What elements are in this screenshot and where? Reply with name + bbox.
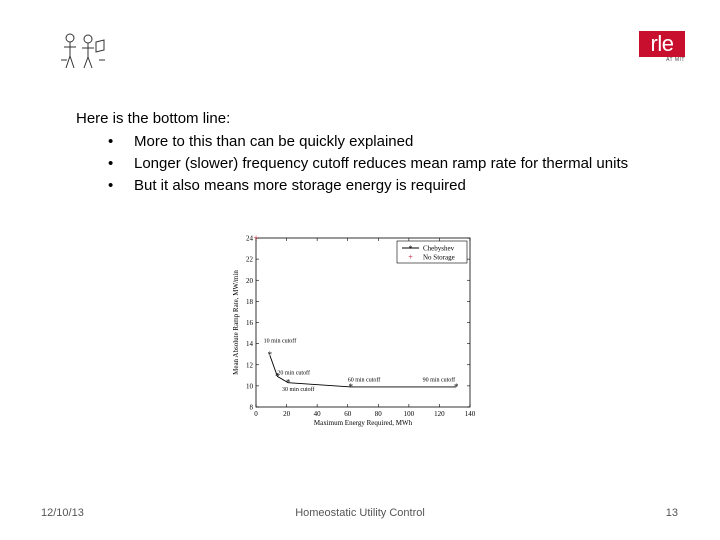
data-point-no-storage: + (253, 233, 259, 243)
cutoff-annotation: 20 min cutoff (277, 370, 310, 377)
footer-date: 12/10/13 (41, 507, 84, 519)
y-tick-label: 20 (246, 276, 253, 285)
legend-label-no-storage: No Storage (423, 253, 455, 262)
bullet-list (108, 131, 668, 197)
y-tick-label: 12 (246, 361, 253, 370)
data-point-chebyshev: * (275, 371, 280, 382)
chart-svg (226, 228, 486, 434)
data-point-chebyshev: * (267, 350, 273, 361)
data-point-chebyshev: * (348, 381, 354, 392)
lab-sketch-logo (58, 30, 108, 72)
y-tick-label: 22 (246, 255, 253, 264)
y-tick-label: 24 (246, 234, 253, 243)
bullet-dot: • (108, 133, 114, 150)
cutoff-annotation: 10 min cutoff (263, 338, 297, 345)
y-tick-label: 10 (246, 382, 253, 391)
x-tick-label: 40 (313, 410, 321, 418)
rle-logo-subtext: AT MIT (666, 57, 685, 63)
x-axis-label: Maximum Energy Required, MWh (313, 419, 413, 427)
y-tick-label: 16 (246, 319, 253, 327)
bullet-dot: • (108, 177, 114, 194)
x-tick-label: 20 (283, 410, 291, 418)
sketch-figures-icon (58, 30, 108, 72)
cutoff-annotation: 30 min cutoff (281, 387, 315, 394)
slide-headline: Here is the bottom line: (76, 110, 231, 127)
data-point-chebyshev: * (453, 381, 459, 392)
bullet-dot: • (108, 155, 114, 172)
x-tick-label: 0 (254, 410, 258, 418)
bullet-item (108, 153, 668, 175)
rle-logo (639, 31, 685, 63)
bullet-text: Longer (slower) frequency cutoff reduces mean ramp rate for thermal units (134, 155, 629, 172)
x-tick-label: 80 (374, 410, 382, 418)
bullet-item (108, 131, 668, 153)
x-tick-label: 120 (434, 410, 445, 418)
data-point-chebyshev: * (285, 377, 291, 388)
y-tick-label: 18 (246, 297, 253, 306)
bullet-text: But it also means more storage energy is required (134, 177, 466, 194)
x-tick-label: 100 (403, 410, 415, 418)
y-tick-label: 14 (246, 340, 253, 349)
y-tick-label: 8 (249, 403, 253, 412)
rle-logo-mark: rle (639, 31, 685, 57)
legend-marker-no-storage: + (408, 252, 413, 262)
x-tick-label: 140 (464, 410, 476, 418)
y-axis-label: Mean Absolute Ramp Rate, MW/min (232, 270, 240, 375)
cutoff-annotation: 60 min cutoff (347, 377, 381, 384)
ramp-rate-chart (226, 228, 486, 434)
slide-number: 13 (665, 507, 678, 519)
x-tick-label: 60 (344, 410, 352, 418)
bullet-text: More to this than can be quickly explained (134, 133, 414, 150)
footer-title: Homeostatic Utility Control (295, 507, 425, 519)
cutoff-annotation: 90 min cutoff (422, 377, 456, 384)
legend-label-chebyshev: Chebyshev (423, 244, 455, 253)
bullet-item (108, 175, 668, 197)
legend-marker-chebyshev: * (408, 244, 413, 253)
